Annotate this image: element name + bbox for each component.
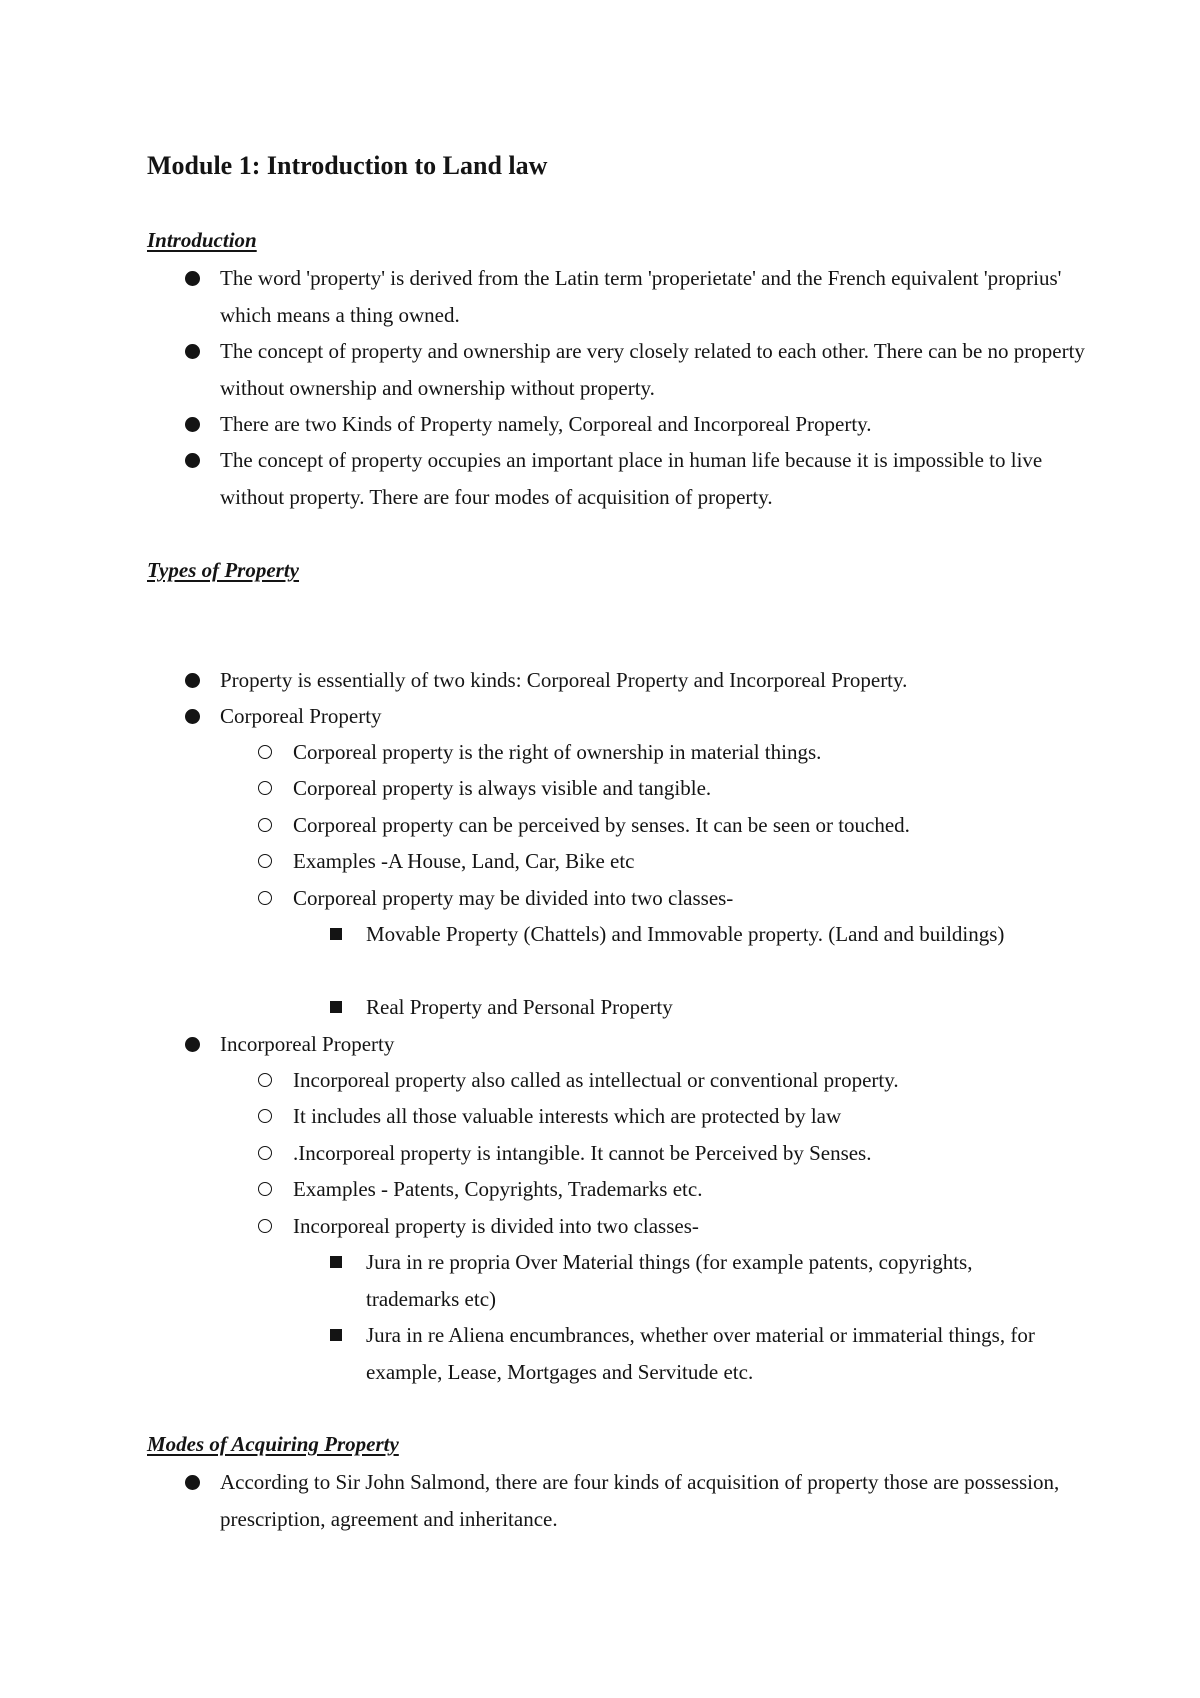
list-item-text: Jura in re propria Over Material things (for example patents, copyrights, trademarks etc)	[366, 1250, 973, 1311]
bullet-circle-icon	[258, 745, 272, 759]
bullet-disc-icon	[185, 344, 200, 359]
list-item-text: The concept of property and ownership are very closely related to each other. There can be no property without ownership and ownership without property.	[220, 339, 1085, 400]
page-title: Module 1: Introduction to Land law	[147, 151, 548, 180]
list-item-text: Corporeal property may be divided into two classes-	[293, 886, 734, 910]
list-item	[220, 406, 1100, 443]
list-item-text: Examples - Patents, Copyrights, Trademarks etc.	[293, 1177, 703, 1201]
bullet-disc-icon	[185, 1475, 200, 1490]
list-item-text: Examples -A House, Land, Car, Bike etc	[293, 849, 635, 873]
list-item-text: Movable Property (Chattels) and Immovable property. (Land and buildings)	[366, 922, 1005, 946]
bullet-disc-icon	[185, 673, 200, 688]
bullet-circle-icon	[258, 1109, 272, 1123]
list-item-text: Incorporeal property is divided into two classes-	[293, 1214, 699, 1238]
bullet-disc-icon	[185, 1037, 200, 1052]
sub-list-item	[293, 880, 1093, 917]
bullet-circle-icon	[258, 891, 272, 905]
section-heading-modes-of-acquiring-property: Modes of Acquiring Property	[147, 1432, 399, 1456]
bullet-circle-icon	[258, 1182, 272, 1196]
list-item	[220, 442, 1100, 515]
bullet-disc-icon	[185, 709, 200, 724]
list-item	[220, 260, 1100, 333]
sub-sub-list-item	[366, 1244, 1046, 1317]
sub-list-item	[293, 843, 1093, 880]
bullet-circle-icon	[258, 854, 272, 868]
list-item-text: Property is essentially of two kinds: Corporeal Property and Incorporeal Property.	[220, 668, 908, 692]
bullet-square-icon	[330, 928, 342, 940]
bullet-circle-icon	[258, 1146, 272, 1160]
sub-list-item	[293, 1208, 1093, 1245]
sub-sub-list-item	[366, 1317, 1046, 1390]
list-item-corporeal-property	[220, 698, 1100, 735]
bullet-circle-icon	[258, 1219, 272, 1233]
sub-list-item	[293, 1098, 1093, 1135]
bullet-square-icon	[330, 1329, 342, 1341]
bullet-disc-icon	[185, 417, 200, 432]
section-heading-introduction: Introduction	[147, 228, 257, 252]
sub-sub-list-item	[366, 989, 1046, 1026]
list-item-incorporeal-property	[220, 1026, 1100, 1063]
bullet-circle-icon	[258, 818, 272, 832]
list-item-text: Corporeal Property	[220, 704, 382, 728]
list-item	[220, 1464, 1100, 1537]
list-item-text: Corporeal property is always visible and tangible.	[293, 776, 712, 800]
bullet-circle-icon	[258, 1073, 272, 1087]
list-item	[220, 662, 1100, 699]
list-item-text: Incorporeal Property	[220, 1032, 395, 1056]
sub-list-item	[293, 770, 1093, 807]
sub-list-item	[293, 1135, 1093, 1172]
list-item-text: According to Sir John Salmond, there are four kinds of acquisition of property those are possession, prescription, agreement and inheritance.	[220, 1470, 1060, 1531]
list-item	[220, 333, 1100, 406]
list-item-text: Incorporeal property also called as intellectual or conventional property.	[293, 1068, 899, 1092]
bullet-square-icon	[330, 1001, 342, 1013]
bullet-circle-icon	[258, 781, 272, 795]
list-item-text: Corporeal property is the right of ownership in material things.	[293, 740, 822, 764]
sub-sub-list-item	[366, 916, 1046, 953]
bullet-square-icon	[330, 1256, 342, 1268]
sub-list-item	[293, 734, 1093, 771]
section-heading-types-of-property: Types of Property	[147, 558, 300, 582]
list-item-text: It includes all those valuable interests which are protected by law	[293, 1104, 842, 1128]
list-item-text: The word 'property' is derived from the Latin term 'properietate' and the French equivalent 'proprius' which means a thing owned.	[220, 266, 1062, 327]
sub-list-item	[293, 1062, 1093, 1099]
list-item-text: .Incorporeal property is intangible. It cannot be Perceived by Senses.	[293, 1141, 872, 1165]
list-item-text: Corporeal property can be perceived by senses. It can be seen or touched.	[293, 813, 910, 837]
list-item-text: Jura in re Aliena encumbrances, whether over material or immaterial things, for example, Lease, Mortgages and Servitude etc.	[366, 1323, 1035, 1384]
list-item-text: There are two Kinds of Property namely, Corporeal and Incorporeal Property.	[220, 412, 872, 436]
bullet-disc-icon	[185, 453, 200, 468]
list-item-text: The concept of property occupies an important place in human life because it is impossible to live without property. There are four modes of acquisition of property.	[220, 448, 1043, 509]
list-item-text: Real Property and Personal Property	[366, 995, 673, 1019]
sub-list-item	[293, 1171, 1093, 1208]
bullet-disc-icon	[185, 271, 200, 286]
sub-list-item	[293, 807, 1093, 844]
